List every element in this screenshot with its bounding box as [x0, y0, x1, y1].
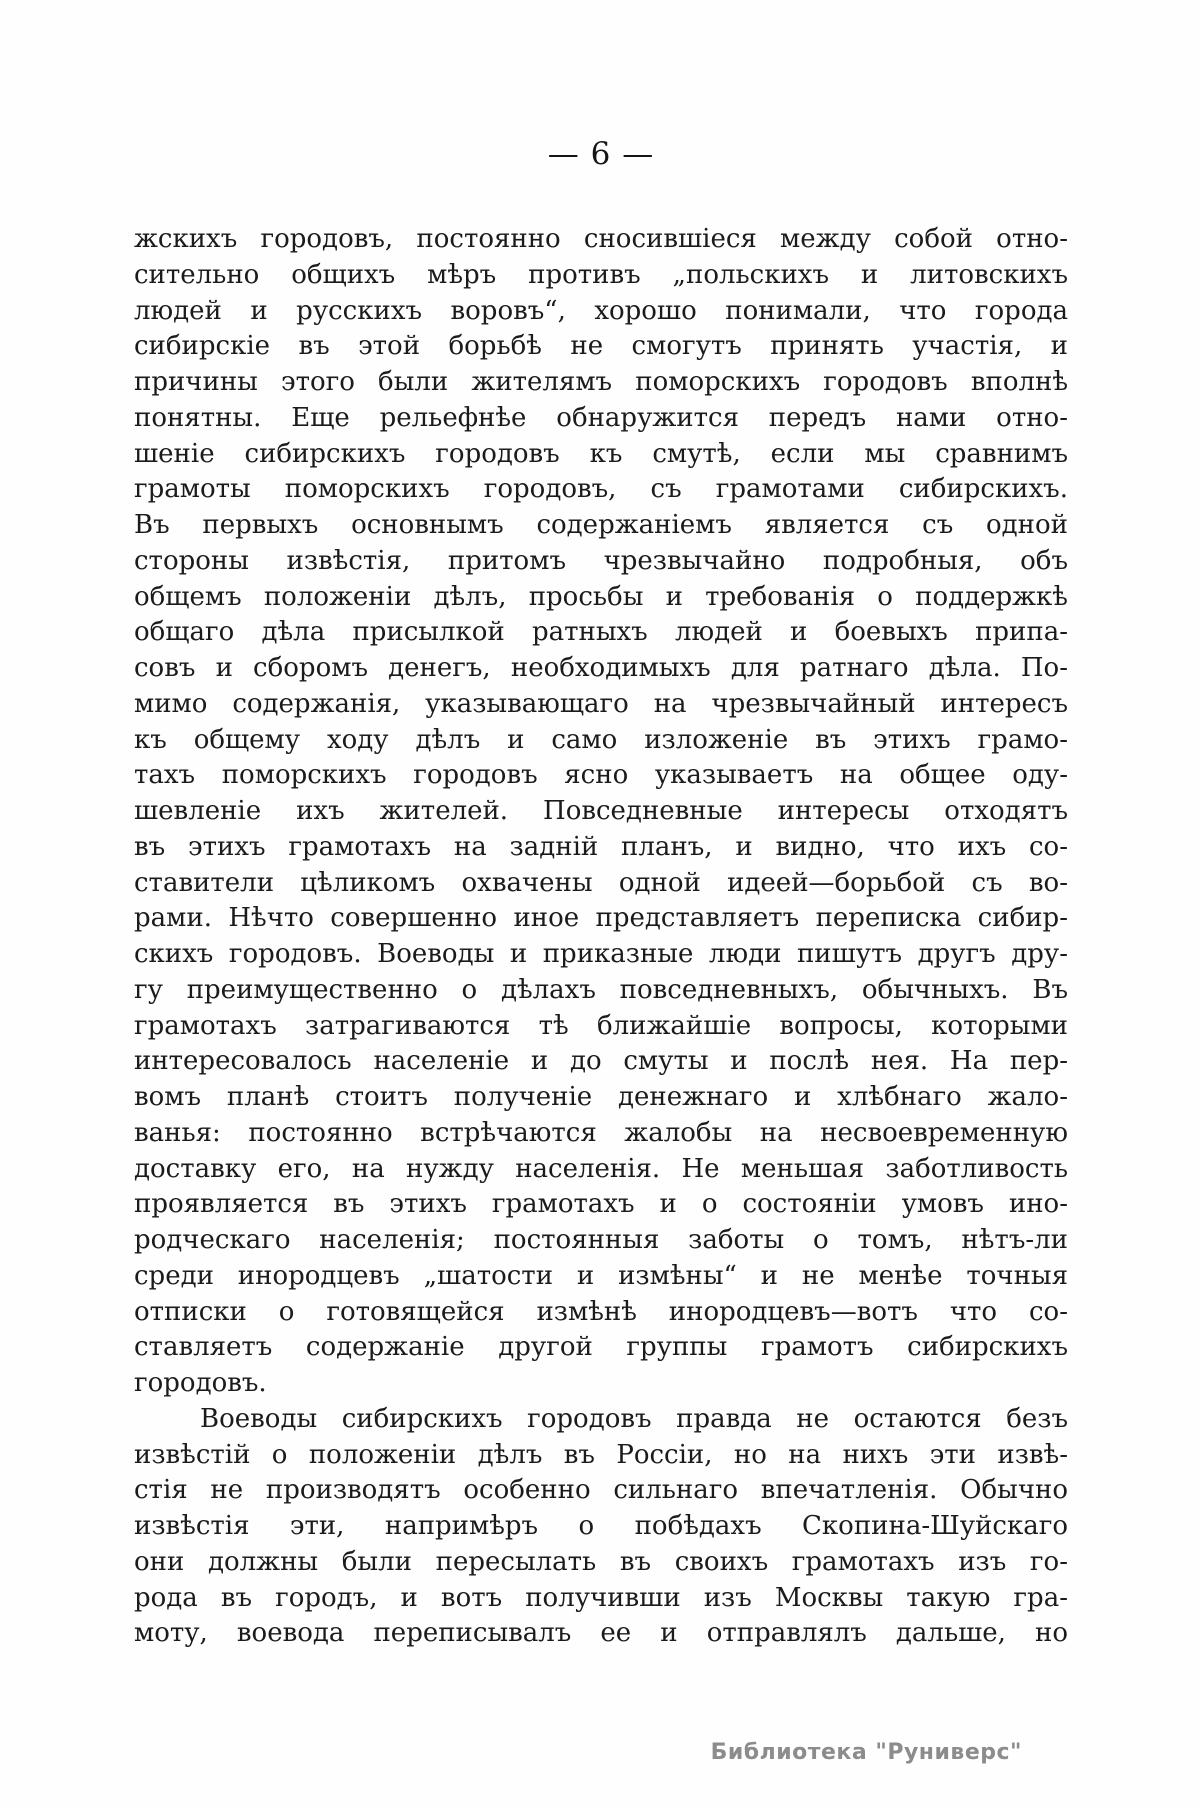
text-line: извѣстія эти, напримѣръ о побѣдахъ Скопина-Шуйскаго [134, 1511, 1068, 1541]
text-line: стія не производятъ особенно сильнаго впечатленія. Обычно [134, 1475, 1068, 1506]
text-line: совъ и сборомъ денегъ, необходимыхъ для ратнаго дѣла. По- [134, 653, 1068, 683]
text-line: сительно общихъ мѣръ противъ „польскихъ и литовскихъ [134, 259, 1068, 290]
text-line: грамоты поморскихъ городовъ, съ грамотами сибирскихъ. [134, 474, 1068, 505]
text-line: ванья: постоянно встрѣчаются жалобы на несвоевременную [134, 1117, 1068, 1148]
text-line: отписки о готовящейся измѣнѣ инородцевъ—вотъ что со- [134, 1296, 1068, 1327]
text-line: они должны были пересылать въ своихъ грамотахъ изъ го- [134, 1546, 1068, 1577]
text-line: мимо содержанія, указывающаго на чрезвычайный интересъ [134, 688, 1068, 719]
text-line: рами. Нѣчто совершенно иное представляетъ переписка сибир- [134, 903, 1068, 934]
text-line: рода въ городъ, и вотъ получивши изъ Москвы такую гра- [134, 1582, 1068, 1613]
text-line: общемъ положеніи дѣлъ, просьбы и требованія о поддержкѣ [134, 581, 1068, 612]
text-line: жскихъ городовъ, постоянно сносившіеся между собой отно- [134, 224, 1068, 254]
text-line: тахъ поморскихъ городовъ ясно указываетъ на общее оду- [134, 760, 1068, 791]
text-line: къ общему ходу дѣлъ и само изложеніе въ этихъ грамо- [134, 724, 1068, 755]
text-line: ставители цѣликомъ охвачены одной идеей—борьбой съ во- [134, 867, 1068, 898]
text-line: вомъ планѣ стоитъ полученіе денежнаго и хлѣбнаго жало- [134, 1082, 1068, 1112]
text-line: шевленіе ихъ жителей. Повседневные интересы отходятъ [134, 796, 1068, 826]
text-line: ставляетъ содержаніе другой группы грамотъ сибирскихъ [134, 1332, 1068, 1363]
text-line: доставку его, на нужду населенія. Не меньшая заботливость [134, 1153, 1068, 1184]
text-line: сибирскіе въ этой борьбѣ не смогутъ принять участія, и [134, 331, 1068, 362]
text-line: въ этихъ грамотахъ на задній планъ, и видно, что ихъ со- [134, 831, 1068, 862]
text-line: причины этого были жителямъ поморскихъ городовъ вполнѣ [134, 367, 1068, 397]
text-line: скихъ городовъ. Воеводы и приказные люди пишутъ другъ дру- [134, 939, 1068, 969]
text-line: среди инородцевъ „шатости и измѣны“ и не менѣе точныя [134, 1260, 1068, 1291]
text-line: родческаго населенія; постоянныя заботы о томъ, нѣтъ-ли [134, 1225, 1068, 1255]
text-line: городовъ. [134, 1368, 267, 1398]
text-line: стороны извѣстія, притомъ чрезвычайно подробныя, объ [134, 545, 1068, 576]
text-line: шеніе сибирскихъ городовъ къ смутѣ, если мы сравнимъ [134, 438, 1068, 469]
text-line: грамотахъ затрагиваются тѣ ближайшіе вопросы, которыми [134, 1010, 1068, 1041]
text-line: понятны. Еще рельефнѣе обнаружится передъ нами отно- [134, 402, 1068, 433]
text-line: моту, воевода переписывалъ ее и отправлялъ дальше, но [134, 1618, 1068, 1649]
text-line: интересовалось населеніе и до смуты и послѣ нея. На пер- [134, 1046, 1068, 1077]
text-line: Воеводы сибирскихъ городовъ правда не остаются безъ [200, 1403, 1068, 1434]
page-text [134, 222, 1068, 1652]
text-line: Въ первыхъ основнымъ содержаніемъ является съ одной [134, 510, 1068, 540]
text-line: общаго дѣла присылкой ратныхъ людей и боевыхъ припа- [134, 617, 1068, 648]
library-watermark: Библиотека "Руниверс" [710, 1740, 1022, 1765]
text-line: проявляется въ этихъ грамотахъ и о состояніи умовъ ино- [134, 1189, 1068, 1220]
text-line: людей и русскихъ воровъ“, хорошо понимали, что города [134, 295, 1068, 326]
text-line: гу преимущественно о дѣлахъ повседневныхъ, обычныхъ. Въ [134, 974, 1068, 1005]
page-number: — 6 — [547, 136, 655, 172]
text-line: извѣстій о положеніи дѣлъ въ Россіи, но на нихъ эти извѣ- [134, 1439, 1068, 1470]
